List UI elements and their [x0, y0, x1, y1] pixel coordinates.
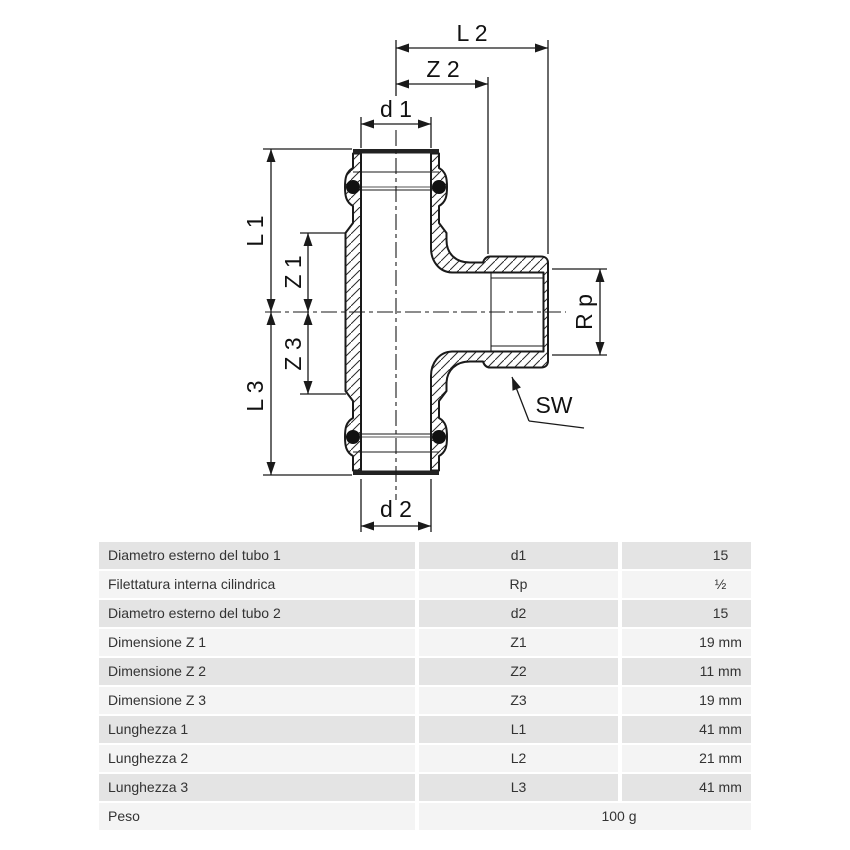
dim-label-Z1: Z 1: [280, 255, 306, 289]
spec-symbol: Rp: [419, 571, 618, 598]
spec-symbol: Z1: [419, 629, 618, 656]
table-row: [99, 774, 751, 801]
sw-leader-tail: [529, 421, 584, 428]
table-row: [99, 716, 751, 743]
spec-label: Dimensione Z 1: [99, 629, 415, 656]
spec-label: Peso: [99, 803, 415, 830]
dim-label-Z2: Z 2: [426, 56, 460, 82]
o-ring-top-left: [346, 180, 360, 194]
table-row: [99, 571, 751, 598]
dim-label-L1: L 1: [242, 215, 268, 247]
spec-table: [99, 542, 751, 832]
table-row-peso: [99, 803, 751, 830]
spec-value: 41 mm: [622, 774, 751, 801]
spec-symbol: d2: [419, 600, 618, 627]
table-row: [99, 745, 751, 772]
spec-value: 100 g: [419, 803, 751, 830]
spec-value: 19 mm: [622, 629, 751, 656]
centerlines: [265, 130, 566, 500]
spec-symbol: Z3: [419, 687, 618, 714]
dim-label-SW: SW: [535, 392, 573, 418]
spec-symbol: L2: [419, 745, 618, 772]
spec-symbol: L3: [419, 774, 618, 801]
dim-label-Z3: Z 3: [280, 337, 306, 371]
spec-label: Diametro esterno del tubo 1: [99, 542, 415, 569]
spec-label: Lunghezza 3: [99, 774, 415, 801]
spec-label: Diametro esterno del tubo 2: [99, 600, 415, 627]
spec-value: 19 mm: [622, 687, 751, 714]
table-row: [99, 600, 751, 627]
spec-label: Filettatura interna cilindrica: [99, 571, 415, 598]
dim-label-Rp: R p: [571, 294, 597, 330]
spec-label: Dimensione Z 3: [99, 687, 415, 714]
spec-value: 11 mm: [622, 658, 751, 685]
spec-value: 15: [622, 600, 751, 627]
table-row: [99, 687, 751, 714]
o-ring-top-right: [432, 180, 446, 194]
spec-value: 15: [622, 542, 751, 569]
spec-value: ½: [622, 571, 751, 598]
spec-label: Dimensione Z 2: [99, 658, 415, 685]
fitting-cross-section: [265, 130, 566, 500]
dim-label-L3: L 3: [242, 380, 268, 412]
o-ring-bottom-right: [432, 430, 446, 444]
table-row: [99, 629, 751, 656]
dim-label-L2: L 2: [456, 20, 488, 46]
spec-label: Lunghezza 2: [99, 745, 415, 772]
spec-symbol: L1: [419, 716, 618, 743]
table-row: [99, 658, 751, 685]
spec-value: 41 mm: [622, 716, 751, 743]
spec-label: Lunghezza 1: [99, 716, 415, 743]
spec-symbol: d1: [419, 542, 618, 569]
spec-value: 21 mm: [622, 745, 751, 772]
o-ring-bottom-left: [346, 430, 360, 444]
spec-symbol: Z2: [419, 658, 618, 685]
dim-label-d1: d 1: [380, 96, 412, 122]
table-row: [99, 542, 751, 569]
dim-label-d2: d 2: [380, 496, 412, 522]
